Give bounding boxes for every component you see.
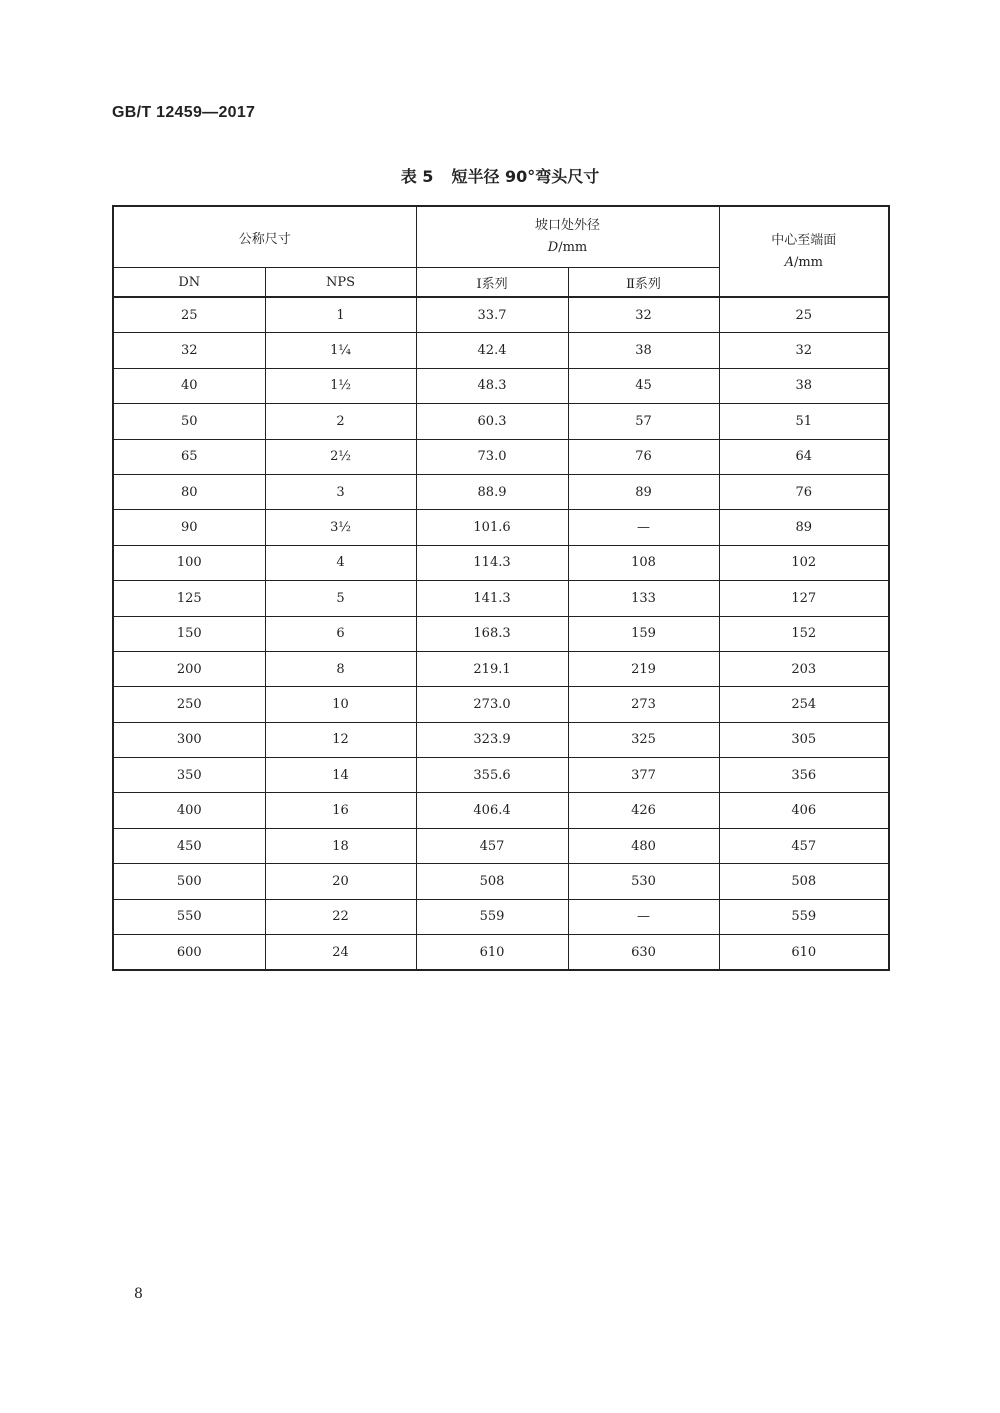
cell-series1: 101.6 <box>416 510 568 545</box>
cell-series1: 73.0 <box>416 439 568 474</box>
cell-series2: 219 <box>568 651 719 686</box>
cell-nps: 4 <box>265 545 416 580</box>
cell-center-to_end: 32 <box>719 333 889 368</box>
cell-center-to_end: 64 <box>719 439 889 474</box>
cell-series2: 38 <box>568 333 719 368</box>
cell-series1: 355.6 <box>416 758 568 793</box>
cell-center-to_end: 76 <box>719 474 889 509</box>
cell-series2: 273 <box>568 687 719 722</box>
cell-center-to_end: 89 <box>719 510 889 545</box>
table-row <box>113 687 889 722</box>
table-row <box>113 474 889 509</box>
cell-series2: 76 <box>568 439 719 474</box>
cell-nps: 1 <box>265 297 416 333</box>
cell-dn: 300 <box>113 722 265 757</box>
cell-series2: 45 <box>568 368 719 403</box>
table-row <box>113 793 889 828</box>
cell-dn: 90 <box>113 510 265 545</box>
header-center-to-end-label: 中心至端面 <box>771 232 837 248</box>
table-row <box>113 828 889 863</box>
cell-center-to_end: 508 <box>719 864 889 899</box>
cell-center-to_end: 203 <box>719 651 889 686</box>
table-body <box>113 297 889 970</box>
cell-nps: 8 <box>265 651 416 686</box>
table-caption-number: 表 5 <box>400 167 434 186</box>
cell-nps: 18 <box>265 828 416 863</box>
cell-nps: 2½ <box>265 439 416 474</box>
cell-nps: 14 <box>265 758 416 793</box>
table-row <box>113 545 889 580</box>
cell-center-to_end: 152 <box>719 616 889 651</box>
cell-dn: 125 <box>113 581 265 616</box>
cell-center-to_end: 254 <box>719 687 889 722</box>
header-outside-diameter <box>416 206 719 268</box>
cell-series1: 168.3 <box>416 616 568 651</box>
table-row <box>113 864 889 899</box>
header-outside-diameter-label: 坡口处外径 <box>535 218 601 233</box>
cell-center-to_end: 610 <box>719 935 889 971</box>
cell-nps: 3 <box>265 474 416 509</box>
cell-center-to_end: 559 <box>719 899 889 934</box>
standard-code: GB/T 12459—2017 <box>112 104 256 121</box>
cell-center-to_end: 102 <box>719 545 889 580</box>
table-row <box>113 581 889 616</box>
header-nps: NPS <box>265 268 416 298</box>
cell-series1: 42.4 <box>416 333 568 368</box>
table-row <box>113 651 889 686</box>
table-row <box>113 404 889 439</box>
cell-series2: — <box>568 899 719 934</box>
cell-center-to_end: 25 <box>719 297 889 333</box>
table-row <box>113 297 889 333</box>
cell-dn: 250 <box>113 687 265 722</box>
cell-nps: 24 <box>265 935 416 971</box>
cell-dn: 550 <box>113 899 265 934</box>
cell-series2: — <box>568 510 719 545</box>
cell-series2: 480 <box>568 828 719 863</box>
cell-dn: 600 <box>113 935 265 971</box>
cell-dn: 500 <box>113 864 265 899</box>
cell-series2: 57 <box>568 404 719 439</box>
cell-series1: 508 <box>416 864 568 899</box>
cell-series1: 48.3 <box>416 368 568 403</box>
cell-dn: 100 <box>113 545 265 580</box>
table-row <box>113 510 889 545</box>
cell-series1: 559 <box>416 899 568 934</box>
cell-nps: 12 <box>265 722 416 757</box>
cell-center-to_end: 406 <box>719 793 889 828</box>
cell-nps: 5 <box>265 581 416 616</box>
cell-series1: 457 <box>416 828 568 863</box>
cell-dn: 350 <box>113 758 265 793</box>
cell-series2: 32 <box>568 297 719 333</box>
cell-series1: 141.3 <box>416 581 568 616</box>
cell-dn: 80 <box>113 474 265 509</box>
cell-dn: 150 <box>113 616 265 651</box>
cell-dn: 200 <box>113 651 265 686</box>
table-row <box>113 333 889 368</box>
cell-dn: 32 <box>113 333 265 368</box>
cell-series2: 426 <box>568 793 719 828</box>
table-row <box>113 899 889 934</box>
cell-dn: 50 <box>113 404 265 439</box>
header-dn: DN <box>113 268 265 298</box>
cell-nps: 22 <box>265 899 416 934</box>
cell-nps: 1½ <box>265 368 416 403</box>
table-row <box>113 439 889 474</box>
cell-center-to_end: 127 <box>719 581 889 616</box>
cell-series2: 159 <box>568 616 719 651</box>
cell-dn: 25 <box>113 297 265 333</box>
cell-series1: 33.7 <box>416 297 568 333</box>
cell-series1: 323.9 <box>416 722 568 757</box>
cell-nps: 16 <box>265 793 416 828</box>
cell-dn: 400 <box>113 793 265 828</box>
table-caption <box>0 164 1000 187</box>
cell-nps: 2 <box>265 404 416 439</box>
header-center-to-end-unit: A/mm <box>784 254 823 270</box>
cell-series1: 610 <box>416 935 568 971</box>
cell-nps: 20 <box>265 864 416 899</box>
cell-center-to_end: 356 <box>719 758 889 793</box>
table-row <box>113 722 889 757</box>
cell-dn: 65 <box>113 439 265 474</box>
table-row <box>113 935 889 971</box>
header-nominal-size: 公称尺寸 <box>113 206 416 268</box>
table-caption-title: 短半径 90°弯头尺寸 <box>451 167 600 186</box>
cell-series1: 114.3 <box>416 545 568 580</box>
cell-series2: 377 <box>568 758 719 793</box>
table-row <box>113 758 889 793</box>
cell-series1: 219.1 <box>416 651 568 686</box>
header-center-to-end <box>719 206 889 297</box>
cell-series2: 108 <box>568 545 719 580</box>
cell-center-to_end: 38 <box>719 368 889 403</box>
table-row <box>113 368 889 403</box>
cell-center-to_end: 305 <box>719 722 889 757</box>
elbow-dimensions-table <box>112 205 890 971</box>
cell-center-to_end: 457 <box>719 828 889 863</box>
cell-dn: 450 <box>113 828 265 863</box>
cell-nps: 1¼ <box>265 333 416 368</box>
cell-series1: 88.9 <box>416 474 568 509</box>
cell-series2: 133 <box>568 581 719 616</box>
cell-series1: 273.0 <box>416 687 568 722</box>
page-number: 8 <box>134 1286 143 1302</box>
cell-series2: 89 <box>568 474 719 509</box>
header-series-2: Ⅱ系列 <box>568 268 719 298</box>
cell-series1: 60.3 <box>416 404 568 439</box>
cell-series2: 630 <box>568 935 719 971</box>
cell-series2: 530 <box>568 864 719 899</box>
header-series-1: Ⅰ系列 <box>416 268 568 298</box>
header-outside-diameter-unit: D/mm <box>547 240 588 255</box>
cell-dn: 40 <box>113 368 265 403</box>
cell-nps: 10 <box>265 687 416 722</box>
cell-nps: 6 <box>265 616 416 651</box>
cell-center-to_end: 51 <box>719 404 889 439</box>
table-row <box>113 616 889 651</box>
cell-series2: 325 <box>568 722 719 757</box>
cell-series1: 406.4 <box>416 793 568 828</box>
cell-nps: 3½ <box>265 510 416 545</box>
